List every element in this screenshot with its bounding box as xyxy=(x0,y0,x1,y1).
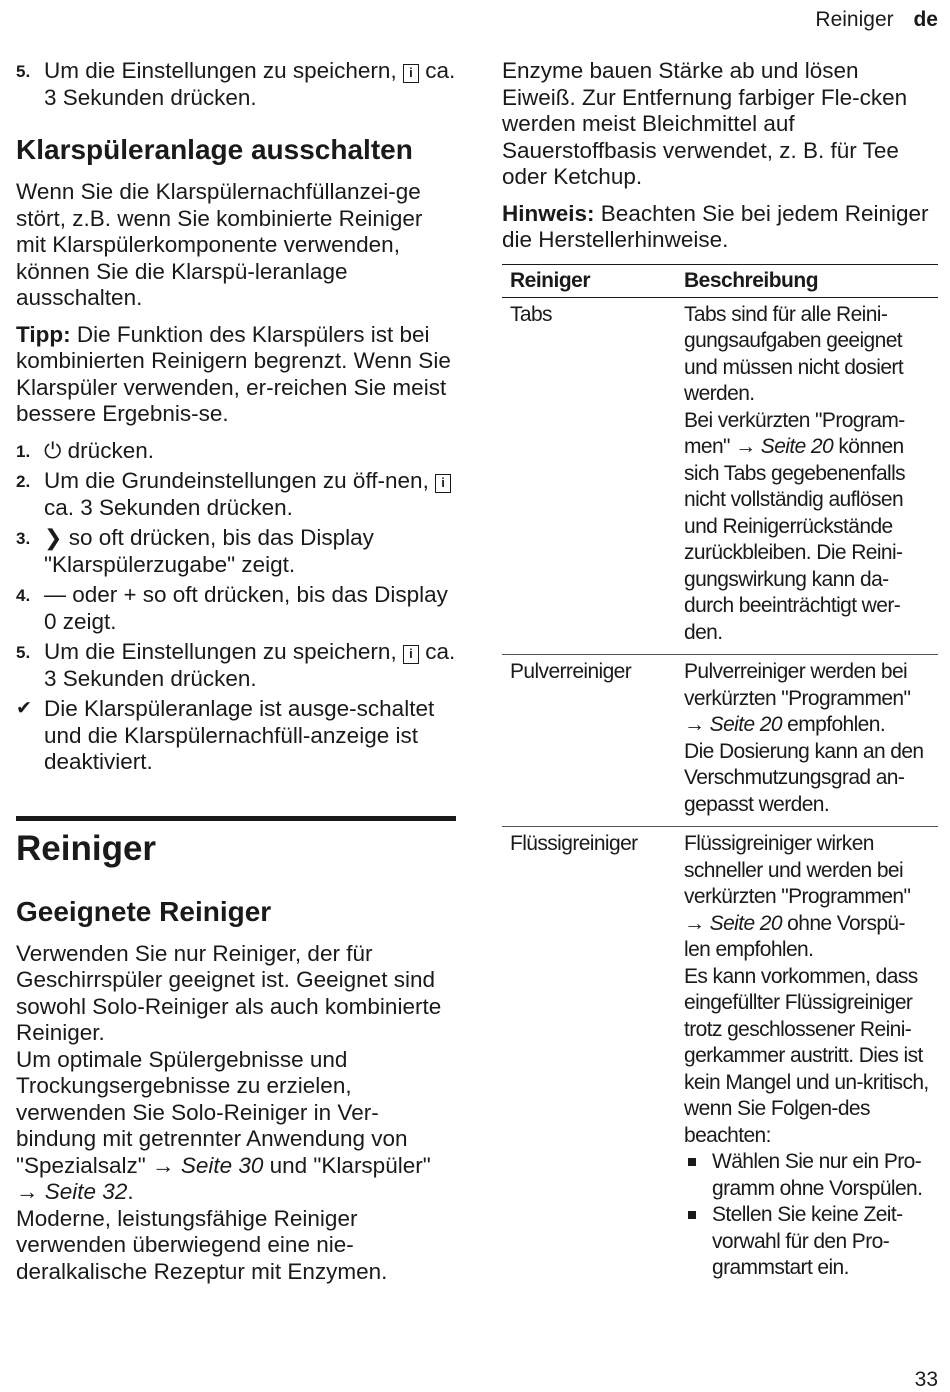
page-header xyxy=(815,8,938,32)
step-text-post: ca. 3 Sekunden drücken. xyxy=(44,639,456,691)
suitable-detergents-p2 xyxy=(16,1047,456,1206)
step-number: 2. xyxy=(16,472,31,491)
hint-paragraph xyxy=(502,201,938,254)
description-text: Es kann vorkommen, dass eingefüllter Flüssigreiniger trotz geschlossener Reini-gerkammer austritt. Dies ist kein Mangel und un-kritisch, wenn Sie Folgen-des beachten: xyxy=(684,964,929,1147)
detergent-description xyxy=(676,827,938,1290)
table-row xyxy=(502,827,938,1290)
step-number: 5. xyxy=(16,62,31,81)
chapter-title: Reiniger xyxy=(16,828,157,868)
result-text: Die Klarspüleranlage ist ausge-schaltet und die Klarspülernachfüll-anzeige ist deaktiviert. xyxy=(44,696,435,774)
p2-text-a: Um optimale Spülergebnisse und Trockungsergebnisse zu erzielen, verwenden Sie Solo-Reiniger in Ver-bindung mit getrennter Anwendung von "Spezialsalz" → xyxy=(16,1046,408,1178)
bullet-text: Wählen Sie nur ein Pro-gramm ohne Vorspülen. xyxy=(712,1150,923,1200)
step-text-post: ca. 3 Sekunden drücken. xyxy=(44,58,456,110)
power-icon: ⏻ xyxy=(44,437,62,463)
description-text-b: können sich Tabs gegebenenfalls nicht vollständig auflösen und Reinigerrückstände zurückbleiben. Die Reini-gungswirkung kann da-durch beeinträchtigt wer-den. xyxy=(684,435,906,644)
bullet-text: Stellen Sie keine Zeit-vorwahl für den Pro-grammstart ein. xyxy=(712,1203,903,1279)
description-text: Die Dosierung kann an den Verschmutzungsgrad an-gepasst werden. xyxy=(684,739,924,816)
detergent-name: Flüssigreiniger xyxy=(510,832,638,855)
page-reference-link[interactable]: Seite 30 xyxy=(180,1152,264,1178)
checkmark-icon: ✔ xyxy=(16,698,32,719)
p2-text-c: . xyxy=(127,1179,134,1204)
table-header-detergent: Reiniger xyxy=(502,264,676,297)
page-reference-link[interactable]: Seite 20 xyxy=(709,911,782,935)
detergent-name: Pulverreiniger xyxy=(502,655,676,827)
minus-icon: — xyxy=(44,582,66,607)
page-reference-link[interactable]: Seite 20 xyxy=(760,435,834,458)
table-row xyxy=(502,297,938,655)
step-number: 4. xyxy=(16,586,31,605)
description-text xyxy=(684,408,930,647)
step-text-or: oder xyxy=(72,582,118,607)
header-section-title: Reiniger xyxy=(815,8,894,31)
page-reference-link[interactable]: Seite 32 xyxy=(44,1179,128,1204)
description-text: Tabs sind für alle Reini-gungsaufgaben geeignet und müssen nicht dosiert werden. xyxy=(684,302,904,405)
step-text: so oft drücken, bis das Display 0 zeigt. xyxy=(44,582,448,634)
description-text-a: Pulverreiniger werden bei verkürzten "Programmen" → xyxy=(684,660,911,736)
table-row xyxy=(502,655,938,827)
p2-text-b: und "Klarspüler" → xyxy=(16,1152,431,1204)
description-text-a: Flüssigreiniger wirken schneller und werden bei verkürzten "Programmen" → xyxy=(684,832,911,935)
bullet-item xyxy=(684,1202,930,1282)
table-header-row xyxy=(502,264,938,297)
rinse-aid-off-paragraph: Wenn Sie die Klarspülernachfüllanzei-ge stört, z.B. wenn Sie kombinierte Reiniger mit Klarspülerkomponente verwenden, können Sie die Klarspü-leranlage ausschalten. xyxy=(16,179,423,310)
chapter-rule xyxy=(16,816,456,869)
step-2 xyxy=(16,468,456,521)
plus-icon: + xyxy=(123,582,137,607)
info-button-icon: i xyxy=(435,474,451,493)
detergent-name: Tabs xyxy=(502,297,676,655)
section-heading-suitable-detergents: Geeignete Reiniger xyxy=(16,895,272,927)
tip-text: Die Funktion des Klarspülers ist bei kombinierten Reinigern begrenzt. Wenn Sie Klarspüler verwenden, er-reichen Sie meist bessere Ergebnis-se. xyxy=(16,321,451,426)
detergent-description xyxy=(676,655,938,827)
tip-paragraph xyxy=(16,322,456,428)
right-column xyxy=(502,58,938,1290)
step-text: drücken. xyxy=(67,437,154,463)
step-1 xyxy=(16,438,456,465)
info-button-icon: i xyxy=(403,645,419,664)
page-number: 33 xyxy=(914,1368,938,1391)
page-reference-link[interactable]: Seite 20 xyxy=(709,713,782,736)
suitable-detergents-p1: Verwenden Sie nur Reiniger, der für Geschirrspüler geeignet ist. Geeignet sind sowohl Solo-Reiniger als auch kombinierte Reiniger. xyxy=(16,940,442,1045)
step-number: 3. xyxy=(16,529,31,548)
hint-label: Hinweis: xyxy=(502,200,595,226)
step-text-post: ca. 3 Sekunden drücken. xyxy=(44,494,293,520)
step-3 xyxy=(16,525,456,578)
step-5 xyxy=(16,639,456,692)
step-text: so oft drücken, bis das Display "Klarspülerzugabe" zeigt. xyxy=(44,525,374,577)
description-text-b: empfohlen. xyxy=(787,713,886,736)
bullet-square-icon xyxy=(688,1158,696,1166)
left-column xyxy=(16,58,456,1285)
enzymes-paragraph: Enzyme bauen Stärke ab und lösen Eiweiß. Zur Entfernung farbiger Fle-cken werden meist Bleichmittel auf Sauerstoffbasis verwendet, z. B. für Tee oder Ketchup. xyxy=(502,58,908,189)
info-button-icon: i xyxy=(403,64,419,83)
detergent-description xyxy=(676,297,938,655)
bullet-square-icon xyxy=(688,1211,696,1219)
step-text-pre: Um die Grundeinstellungen zu öff-nen, xyxy=(44,468,429,493)
next-arrow-icon: ❯ xyxy=(44,525,63,550)
hint-text: Beachten Sie bei jedem Reiniger die Herstellerhinweise. xyxy=(502,200,929,252)
tip-label: Tipp: xyxy=(16,321,71,347)
section-heading-rinse-aid-off: Klarspüleranlage ausschalten xyxy=(16,134,413,165)
suitable-detergents-p3: Moderne, leistungsfähige Reiniger verwenden überwiegend eine nie-deralkalische Rezeptur mit Enzymen. xyxy=(16,1205,388,1284)
header-language: de xyxy=(913,8,938,31)
detergent-table xyxy=(502,264,938,1290)
step-4 xyxy=(16,582,456,635)
step-text-pre: Um die Einstellungen zu speichern, xyxy=(44,58,397,83)
step-text-pre: Um die Einstellungen zu speichern, xyxy=(44,639,397,664)
step-5-save-top xyxy=(16,58,456,111)
step-number: 5. xyxy=(16,643,31,662)
description-text-a: Bei verkürzten "Program-men" → xyxy=(684,408,905,458)
description-text xyxy=(684,659,930,739)
description-text xyxy=(684,831,930,964)
table-header-description: Beschreibung xyxy=(676,264,938,297)
step-number: 1. xyxy=(16,441,31,461)
description-text-b: ohne Vorspü-len empfohlen. xyxy=(684,911,905,961)
bullet-item xyxy=(684,1149,930,1202)
step-result xyxy=(16,696,456,776)
